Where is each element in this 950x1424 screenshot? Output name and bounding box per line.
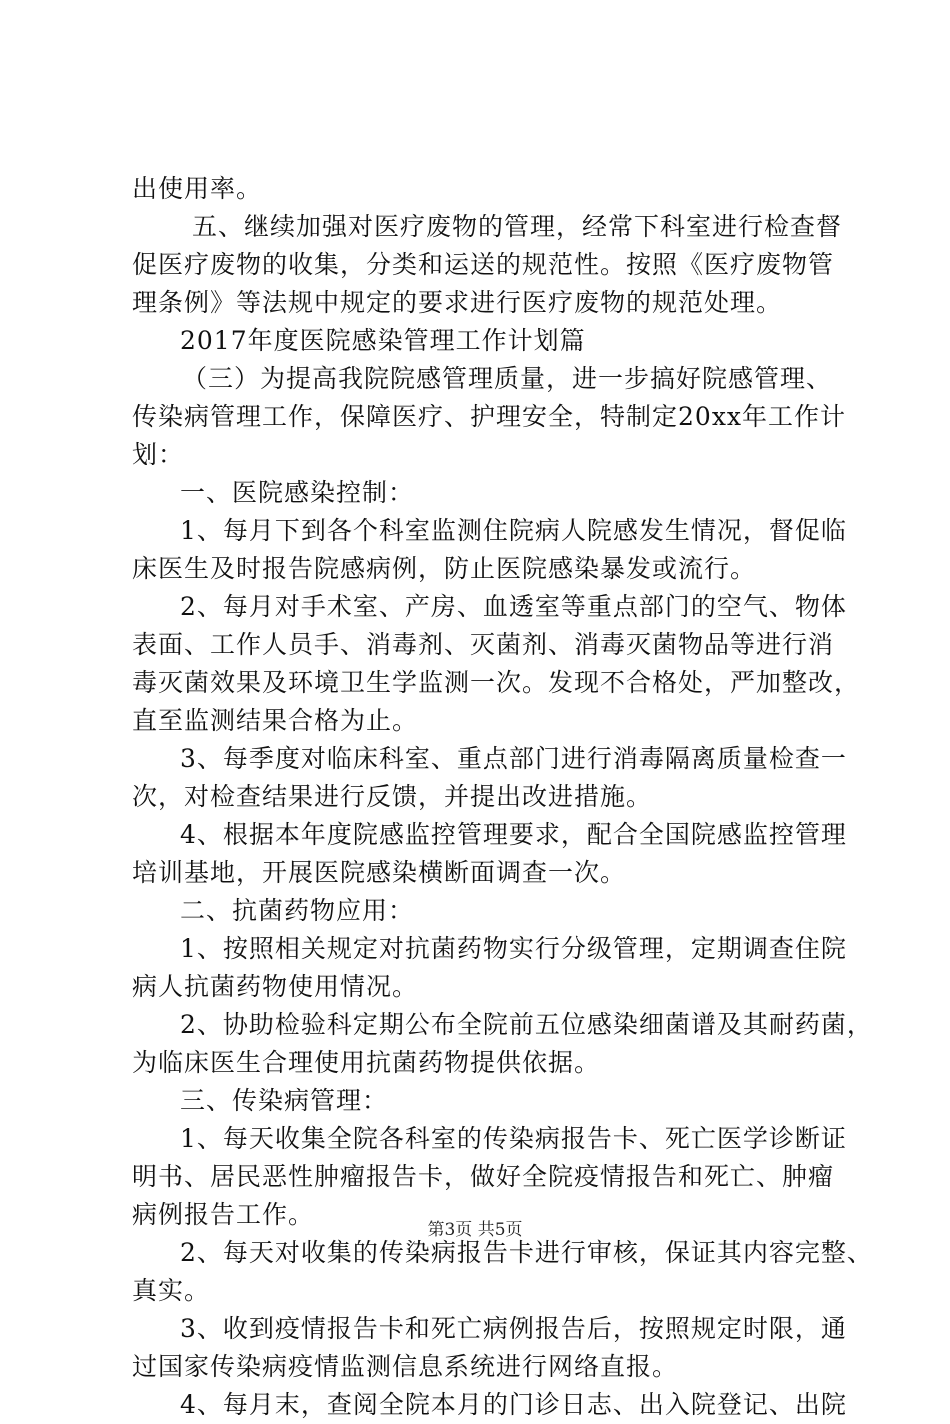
text-line: 表面、工作人员手、消毒剂、灭菌剂、消毒灭菌物品等进行消 [132,630,835,659]
text-line: 理条例》等法规中规定的要求进行医疗废物的规范处理。 [132,288,783,317]
text-line: 2、协助检验科定期公布全院前五位感染细菌谱及其耐药菌， [180,1010,873,1039]
text-line: 2、每天对收集的传染病报告卡进行审核，保证其内容完整、 [180,1238,873,1267]
text-line: 3、每季度对临床科室、重点部门进行消毒隔离质量检查一 [180,744,847,773]
text-line: 二、抗菌药物应用： [180,896,415,925]
text-line: 一、医院感染控制： [180,478,415,507]
text-line: 病例报告工作。 [132,1200,315,1229]
text-line: 培训基地，开展医院感染横断面调查一次。 [132,858,627,887]
text-line: 床医生及时报告院感病例，防止医院感染暴发或流行。 [132,554,757,583]
text-line: 直至监测结果合格为止。 [132,706,419,735]
text-line: 明书、居民恶性肿瘤报告卡，做好全院疫情报告和死亡、肿瘤 [132,1162,835,1191]
text-line: 出使用率。 [132,174,263,203]
text-line: 促医疗废物的收集，分类和运送的规范性。按照《医疗废物管 [132,250,835,279]
text-line: 1、按照相关规定对抗菌药物实行分级管理，定期调查住院 [180,934,847,963]
text-line: 真实。 [132,1276,211,1305]
text-line: 三、传染病管理： [180,1086,389,1115]
text-line: 3、收到疫情报告卡和死亡病例报告后，按照规定时限，通 [180,1314,847,1343]
text-line: 过国家传染病疫情监测信息系统进行网络直报。 [132,1352,679,1381]
text-line: 划： [132,440,185,469]
text-line: 为临床医生合理使用抗菌药物提供依据。 [132,1048,601,1077]
text-line: 4、根据本年度院感监控管理要求，配合全国院感监控管理 [180,820,847,849]
text-line: 2、每月对手术室、产房、血透室等重点部门的空气、物体 [180,592,847,621]
text-line: 传染病管理工作，保障医疗、护理安全，特制定20xx年工作计 [132,402,847,431]
text-line: （三）为提高我院院感管理质量，进一步搞好院感管理、 [182,364,833,393]
text-line: 病人抗菌药物使用情况。 [132,972,419,1001]
page-footer: 第3页 共5页 [427,1220,523,1240]
text-line: 1、每月下到各个科室监测住院病人院感发生情况，督促临 [180,516,847,545]
text-line: 毒灭菌效果及环境卫生学监测一次。发现不合格处，严加整改， [132,668,861,697]
text-line: 1、每天收集全院各科室的传染病报告卡、死亡医学诊断证 [180,1124,847,1153]
text-line: 五、继续加强对医疗废物的管理，经常下科室进行检查督 [192,212,843,241]
text-line: 4、每月末，查阅全院本月的门诊日志、出入院登记、出院 [180,1390,847,1419]
text-line: 2017年度医院感染管理工作计划篇 [180,326,586,355]
text-line: 次，对检查结果进行反馈，并提出改进措施。 [132,782,653,811]
